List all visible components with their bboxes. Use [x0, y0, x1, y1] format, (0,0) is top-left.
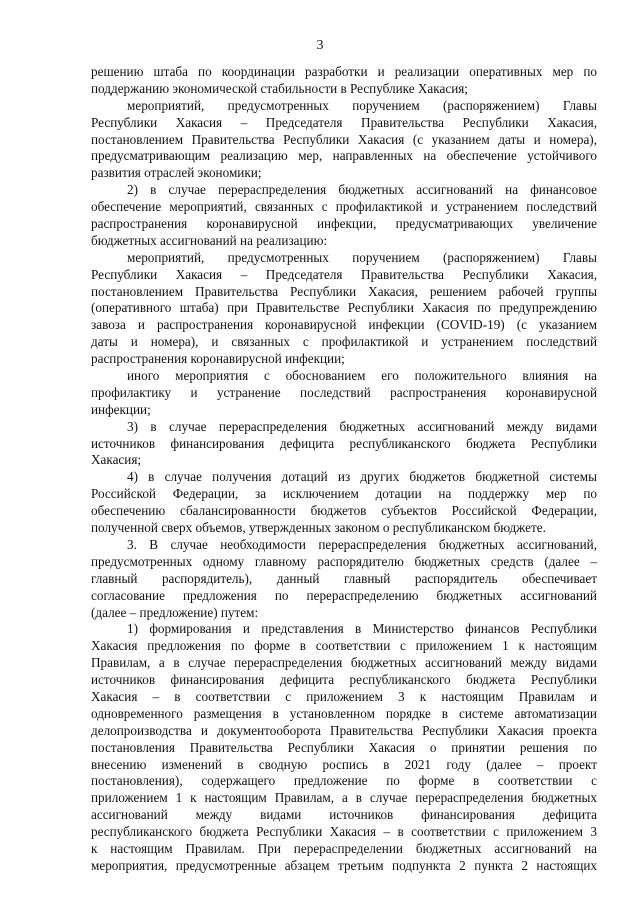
text-line: источников финансирования дефицита республиканского бюджета Республики [91, 435, 597, 451]
text-line: предусматривающим реализацию мер, направленных на обеспечение устойчивого [91, 148, 597, 164]
text-line: ассигнований между видами источников финансирования дефицита [91, 807, 597, 823]
text-line: 3) в случае перераспределения бюджетных ассигнований между видами [127, 418, 597, 434]
text-line: 3. В случае необходимости перераспределения бюджетных ассигнований, [127, 536, 597, 552]
text-line: постановления), содержащего предложение по форме в соответствии с [91, 773, 597, 789]
text-line: обеспечению сбалансированности бюджетов субъектов Российской Федерации, [91, 503, 597, 519]
text-line: 1) формирования и представления в Министерство финансов Республики [127, 621, 597, 637]
text-line: мероприятий, предусмотренных поручением (распоряжением) Главы [127, 97, 597, 113]
text-line: Правилам, а в случае перераспределения бюджетных ассигнований между видами [91, 655, 597, 671]
text-line: постановлением Правительства Республики Хакасия (с указанием даты и номера), [91, 131, 597, 147]
text-line: распространения коронавирусной инфекции; [91, 351, 345, 367]
text-line: развития отраслей экономики; [91, 165, 262, 181]
text-line: мероприятия, предусмотренные абзацем третьим подпункта 2 пункта 2 настоящих [91, 857, 597, 873]
text-line: поддержанию экономической стабильности в Республике Хакасия; [91, 80, 468, 96]
text-line: Российской Федерации, за исключением дотации на поддержку мер по [91, 486, 597, 502]
page-number: 3 [316, 38, 324, 53]
text-line: мероприятий, предусмотренных поручением (распоряжением) Главы [127, 249, 597, 265]
text-line: 4) в случае получения дотаций из других бюджетов бюджетной системы [127, 469, 597, 485]
text-line: предусмотренных одному главному распорядителю бюджетных средств (далее – [91, 553, 597, 569]
text-line: источников финансирования дефицита республиканского бюджета Республики [91, 672, 597, 688]
text-line: к настоящим Правилам. При перераспределении бюджетных ассигнований на [91, 840, 597, 856]
text-line: постановлением Правительства Республики Хакасия, решением рабочей группы [91, 283, 597, 299]
text-line: решению штаба по координации разработки и реализации оперативных мер по [91, 64, 597, 79]
text-line: Хакасия предложения по форме в соответствии с приложением 1 к настоящим [91, 638, 597, 654]
text-line: главный распорядитель), данный главный распорядитель обеспечивает [91, 570, 597, 586]
text-line: Хакасия; [91, 452, 142, 468]
text-line: полученной сверх объемов, утвержденных законом о республиканском бюджете. [91, 520, 546, 536]
text-line: профилактику и устранение последствий распространения коронавирусной [91, 384, 597, 400]
text-line: одновременного размещения в установленном порядке в системе автоматизации [91, 705, 597, 721]
text-line: Хакасия – в соответствии с приложением 3 к настоящим Правилам и [91, 688, 597, 704]
text-line: обеспечение мероприятий, связанных с профилактикой и устранением последствий [91, 199, 597, 215]
text-line: даты и номера), и связанных с профилактикой и устранением последствий [91, 334, 597, 350]
text-line: постановления Правительства Республики Хакасия о принятии решения по [91, 739, 597, 755]
text-line: распространения коронавирусной инфекции, предусматривающих увеличение [91, 216, 597, 232]
text-line: республиканского бюджета Республики Хакасия – в соответствии с приложением 3 [91, 824, 597, 840]
text-line: 2) в случае перераспределения бюджетных ассигнований на финансовое [127, 182, 597, 198]
text-line: завоза и распространения коронавирусной инфекции (COVID-19) (с указанием [91, 317, 597, 333]
text-line: бюджетных ассигнований на реализацию: [91, 232, 328, 248]
document-body [91, 64, 597, 875]
text-line: (далее – предложение) путем: [91, 604, 259, 620]
text-line: внесению изменений в сводную роспись в 2021 году (далее – проект [91, 756, 597, 772]
text-line: Республики Хакасия – Председателя Правительства Республики Хакасия, [91, 114, 597, 130]
text-line: приложением 1 к настоящим Правилам, а в случае перераспределения бюджетных [91, 790, 597, 806]
text-line: Республики Хакасия – Председателя Правительства Республики Хакасия, [91, 266, 597, 282]
text-line: согласование предложения по перераспределению бюджетных ассигнований [91, 587, 597, 603]
text-line: (оперативного штаба) при Правительстве Республики Хакасия по предупреждению [91, 300, 597, 316]
text-line: инфекции; [91, 401, 151, 417]
text-line: делопроизводства и документооборота Правительства Республики Хакасия проекта [91, 722, 597, 738]
text-line: иного мероприятия с обоснованием его положительного влияния на [127, 368, 597, 384]
